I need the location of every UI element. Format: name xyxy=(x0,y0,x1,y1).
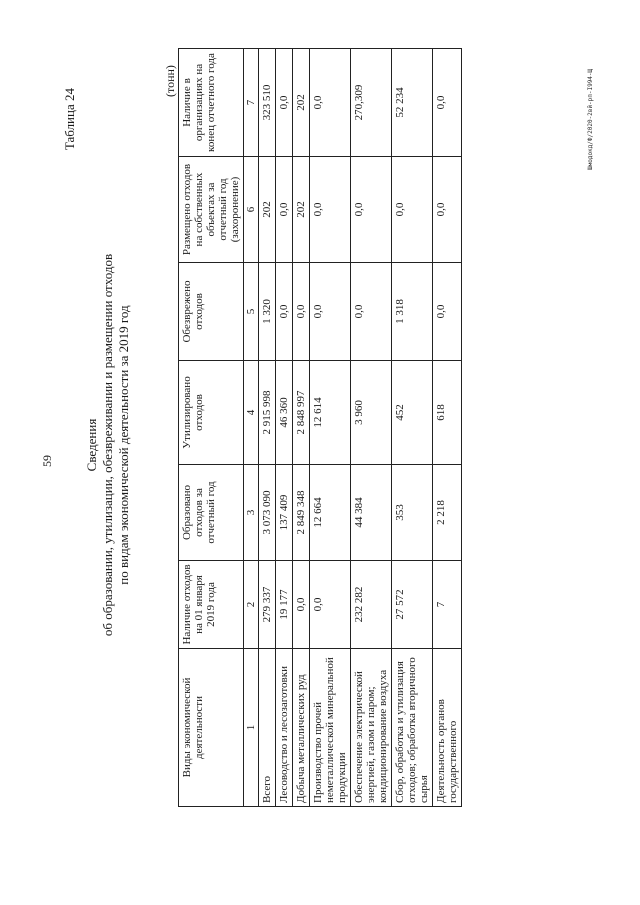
table-row xyxy=(351,49,392,807)
title-line-3: по видам экономической деятельности за 2019 год xyxy=(116,305,131,585)
table-header-row xyxy=(179,49,244,807)
value-cell: 353 xyxy=(392,465,433,561)
column-header: Размещено отходов на собственных объектах за отчетный год (захоронение) xyxy=(179,157,244,263)
column-number: 1 xyxy=(244,649,259,807)
table-row xyxy=(293,49,310,807)
waste-statistics-table xyxy=(178,48,462,807)
value-cell: 0,0 xyxy=(310,561,351,649)
value-cell: 1 318 xyxy=(392,263,433,361)
value-cell: 0,0 xyxy=(310,49,351,157)
column-header: Виды экономической деятельности xyxy=(179,649,244,807)
value-cell: 232 282 xyxy=(351,561,392,649)
column-number: 4 xyxy=(244,361,259,465)
activity-cell: Добыча металлических руд xyxy=(293,649,310,807)
value-cell: 279 337 xyxy=(259,561,276,649)
value-cell: 0,0 xyxy=(276,263,293,361)
value-cell: 2 218 xyxy=(433,465,462,561)
value-cell: 323 510 xyxy=(259,49,276,157)
value-cell: 270,309 xyxy=(351,49,392,157)
unit-label: (тонн) xyxy=(163,65,177,97)
table-row xyxy=(259,49,276,807)
column-header: Наличие в организациях на конец отчетного года xyxy=(179,49,244,157)
value-cell: 1 320 xyxy=(259,263,276,361)
table-row xyxy=(433,49,462,807)
document-stamp: Шмодокд/Ф/2020-2вй-рп-I994-Щ xyxy=(587,68,594,170)
column-number: 6 xyxy=(244,157,259,263)
table-row xyxy=(276,49,293,807)
activity-cell: Производство прочей неметаллической минеральной продукции xyxy=(310,649,351,807)
value-cell: 0,0 xyxy=(310,263,351,361)
document-title xyxy=(84,125,132,765)
value-cell: 52 234 xyxy=(392,49,433,157)
value-cell: 3 073 090 xyxy=(259,465,276,561)
value-cell: 0,0 xyxy=(276,157,293,263)
value-cell: 618 xyxy=(433,361,462,465)
value-cell: 0,0 xyxy=(433,263,462,361)
value-cell: 3 960 xyxy=(351,361,392,465)
title-line-2: об образовании, утилизации, обезвреживании и размещении отходов xyxy=(100,253,115,637)
page-number: 59 xyxy=(40,455,54,467)
value-cell: 0,0 xyxy=(351,157,392,263)
column-number: 3 xyxy=(244,465,259,561)
value-cell: 0,0 xyxy=(276,49,293,157)
value-cell: 44 384 xyxy=(351,465,392,561)
table-label: Таблица 24 xyxy=(62,88,77,151)
value-cell: 12 614 xyxy=(310,361,351,465)
activity-cell: Лесоводство и лесозаготовки xyxy=(276,649,293,807)
value-cell: 2 849 348 xyxy=(293,465,310,561)
value-cell: 137 409 xyxy=(276,465,293,561)
activity-cell: Деятельность органов государственного xyxy=(433,649,462,807)
value-cell: 0,0 xyxy=(310,157,351,263)
column-number-row xyxy=(244,49,259,807)
table-row xyxy=(310,49,351,807)
value-cell: 7 xyxy=(433,561,462,649)
column-header: Наличие отходов на 01 января 2019 года xyxy=(179,561,244,649)
title-line-1: Сведения xyxy=(84,418,99,472)
table-row xyxy=(392,49,433,807)
value-cell: 452 xyxy=(392,361,433,465)
activity-cell: Сбор, обработка и утилизация отходов; обработка вторичного сырья xyxy=(392,649,433,807)
value-cell: 46 360 xyxy=(276,361,293,465)
value-cell: 0,0 xyxy=(433,49,462,157)
value-cell: 12 664 xyxy=(310,465,351,561)
activity-cell: Обеспечение электрической энергией, газом и паром; кондиционирование воздуха xyxy=(351,649,392,807)
column-number: 2 xyxy=(244,561,259,649)
value-cell: 2 915 998 xyxy=(259,361,276,465)
activity-cell: Всего xyxy=(259,649,276,807)
value-cell: 2 848 997 xyxy=(293,361,310,465)
column-number: 5 xyxy=(244,263,259,361)
value-cell: 27 572 xyxy=(392,561,433,649)
column-header: Обезврежено отходов xyxy=(179,263,244,361)
value-cell: 0,0 xyxy=(392,157,433,263)
value-cell: 0,0 xyxy=(293,561,310,649)
column-header: Утилизировано отходов xyxy=(179,361,244,465)
column-header: Образовано отходов за отчетный год xyxy=(179,465,244,561)
value-cell: 0,0 xyxy=(433,157,462,263)
value-cell: 202 xyxy=(293,49,310,157)
value-cell: 19 177 xyxy=(276,561,293,649)
value-cell: 202 xyxy=(293,157,310,263)
value-cell: 202 xyxy=(259,157,276,263)
value-cell: 0,0 xyxy=(351,263,392,361)
value-cell: 0,0 xyxy=(293,263,310,361)
column-number: 7 xyxy=(244,49,259,157)
